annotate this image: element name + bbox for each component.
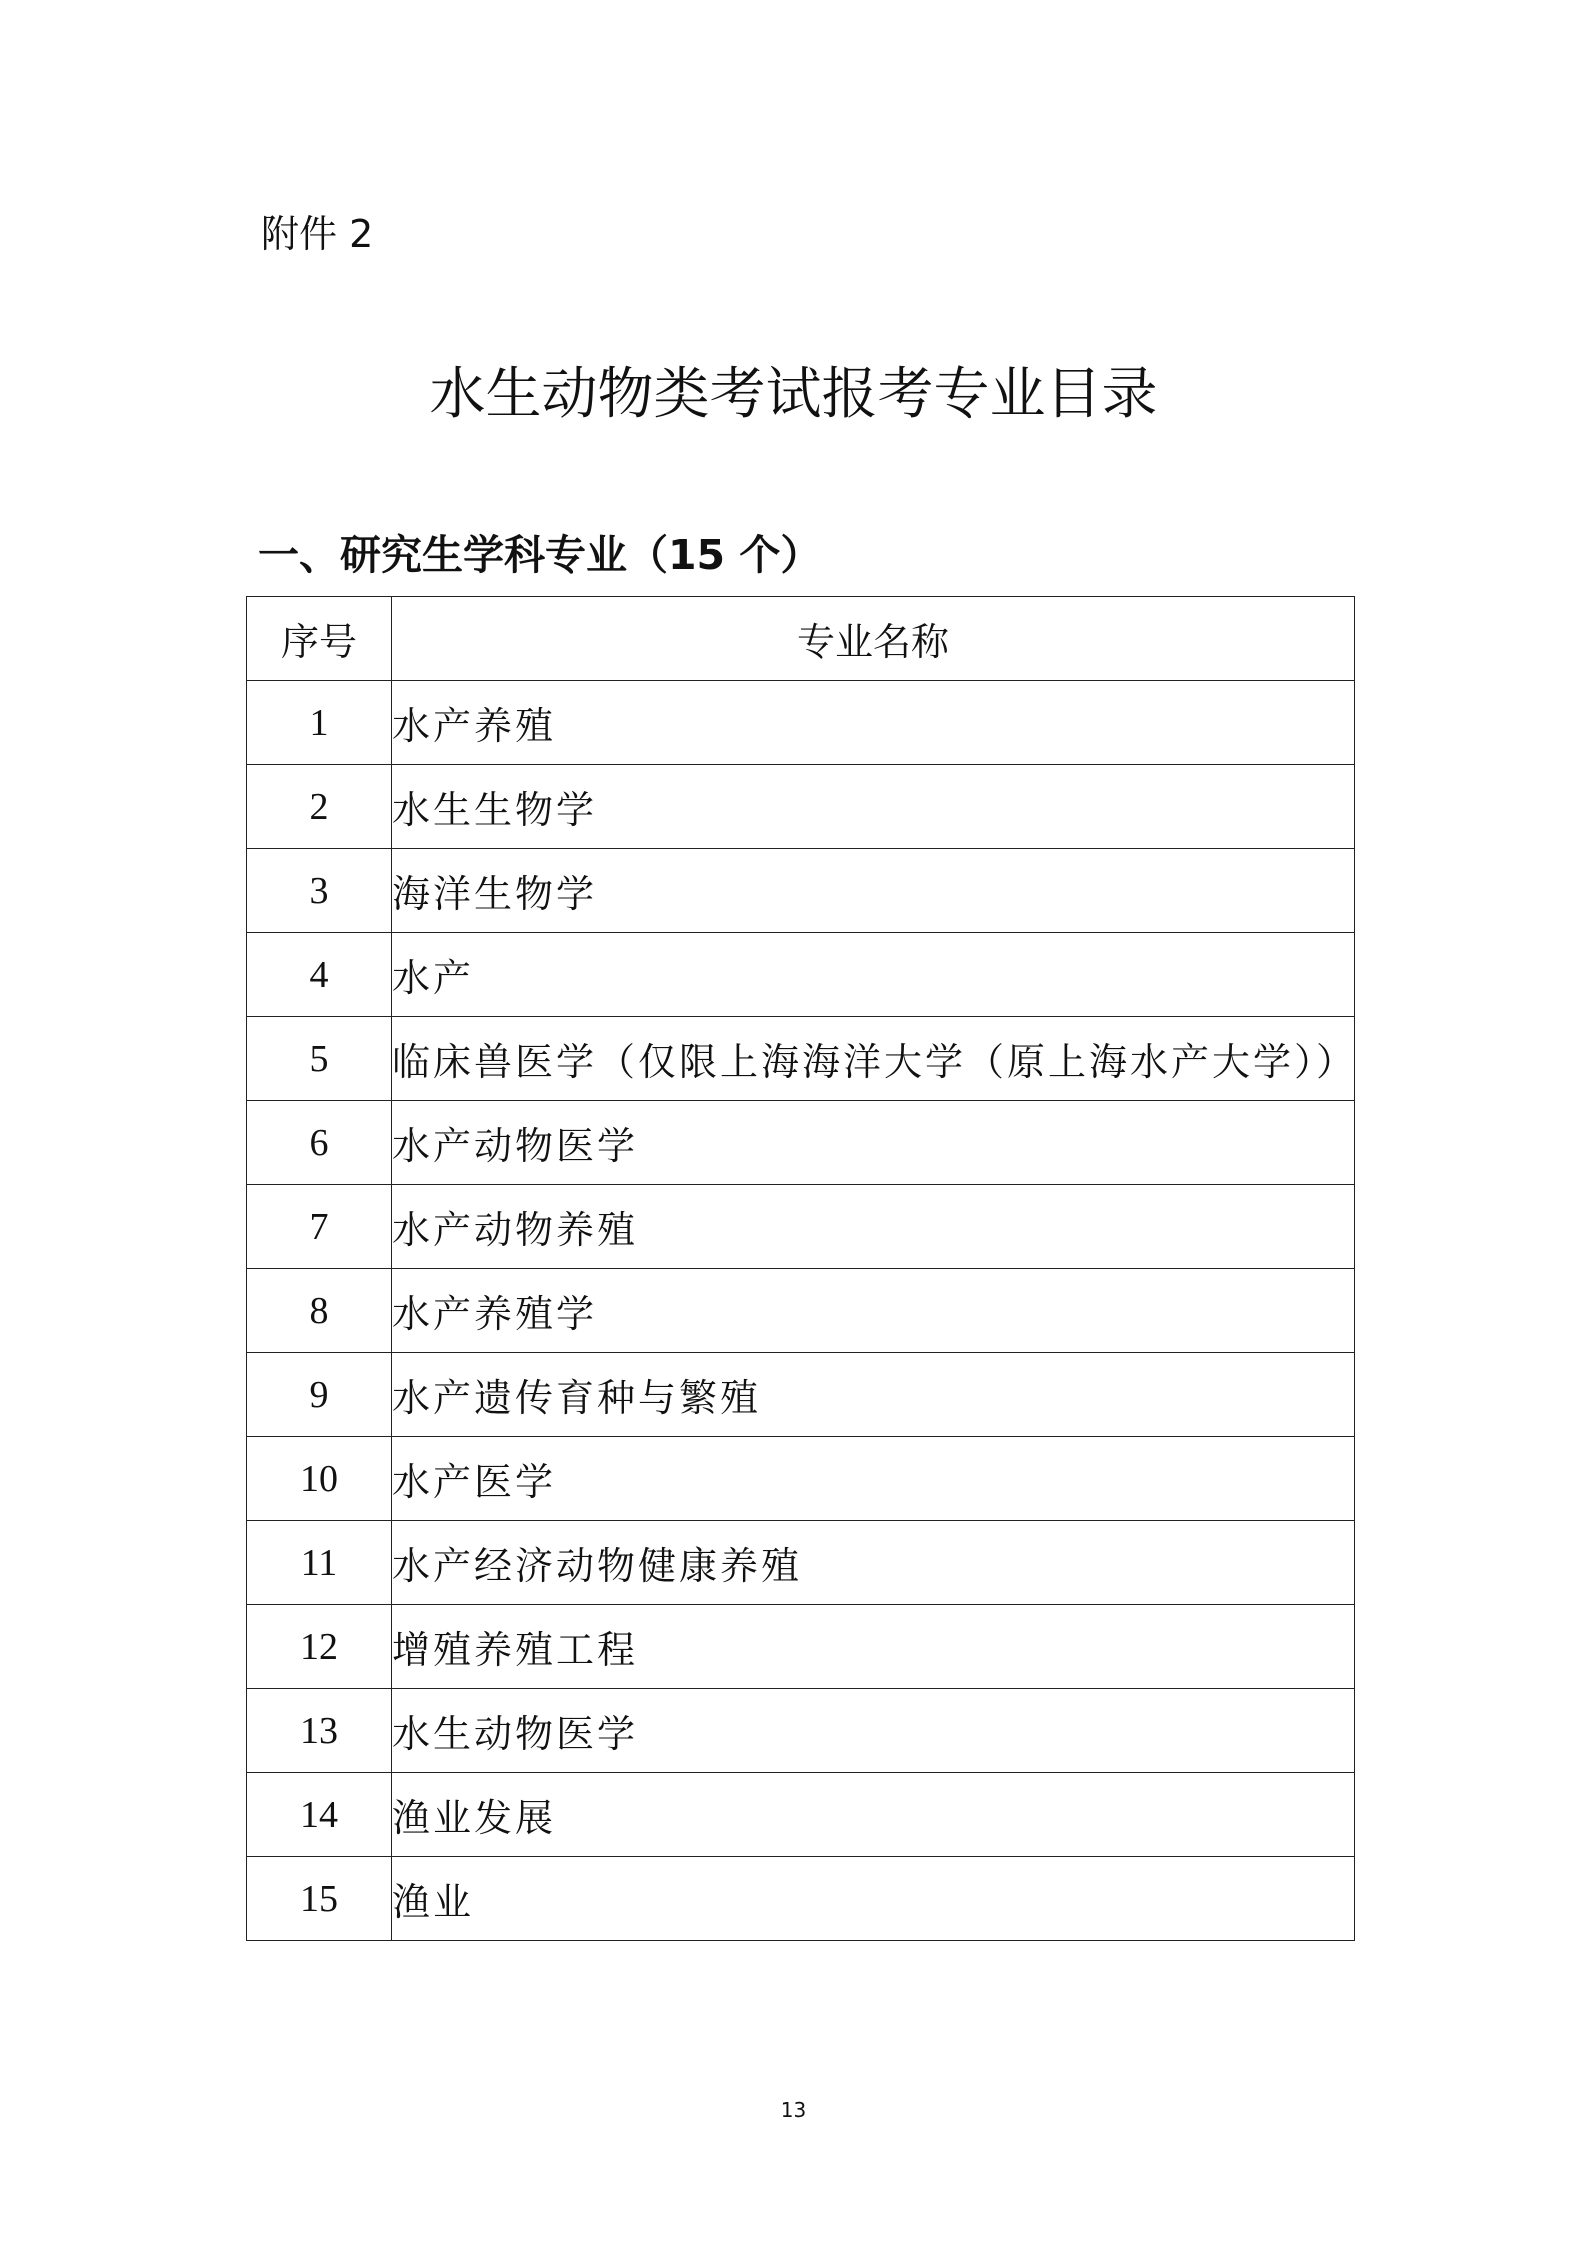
row-number: 15 [247, 1857, 392, 1941]
table-row [247, 1605, 1355, 1689]
row-major-name: 渔业 [392, 1857, 1355, 1941]
row-major-name: 水产遗传育种与繁殖 [392, 1353, 1355, 1437]
table-row [247, 933, 1355, 1017]
table-row [247, 1773, 1355, 1857]
row-major-name: 临床兽医学（仅限上海海洋大学（原上海水产大学）） [392, 1017, 1355, 1101]
document-title: 水生动物类考试报考专业目录 [429, 362, 1158, 427]
table-row [247, 1017, 1355, 1101]
row-number: 2 [247, 765, 392, 849]
row-number: 7 [247, 1185, 392, 1269]
table-row [247, 1521, 1355, 1605]
attachment-label: 附件 2 [261, 212, 374, 256]
row-major-name: 水产 [392, 933, 1355, 1017]
row-major-name: 海洋生物学 [392, 849, 1355, 933]
row-number: 1 [247, 681, 392, 765]
row-major-name: 水生生物学 [392, 765, 1355, 849]
row-major-name: 增殖养殖工程 [392, 1605, 1355, 1689]
row-number: 3 [247, 849, 392, 933]
table-row [247, 681, 1355, 765]
row-major-name: 水产动物养殖 [392, 1185, 1355, 1269]
table-row [247, 1689, 1355, 1773]
table-row [247, 1857, 1355, 1941]
table-row [247, 1437, 1355, 1521]
page-number: 13 [780, 2098, 807, 2122]
table-row [247, 765, 1355, 849]
table-row [247, 1185, 1355, 1269]
table-header-row [247, 597, 1355, 681]
row-major-name: 水产养殖学 [392, 1269, 1355, 1353]
row-major-name: 水产经济动物健康养殖 [392, 1521, 1355, 1605]
row-number: 8 [247, 1269, 392, 1353]
header-number: 序号 [247, 597, 392, 681]
row-major-name: 水产动物医学 [392, 1101, 1355, 1185]
row-number: 5 [247, 1017, 392, 1101]
table-row [247, 1269, 1355, 1353]
row-number: 12 [247, 1605, 392, 1689]
row-major-name: 渔业发展 [392, 1773, 1355, 1857]
row-number: 11 [247, 1521, 392, 1605]
section-heading: 一、研究生学科专业（15 个） [258, 531, 822, 579]
row-number: 10 [247, 1437, 392, 1521]
row-major-name: 水产医学 [392, 1437, 1355, 1521]
row-major-name: 水生动物医学 [392, 1689, 1355, 1773]
row-major-name: 水产养殖 [392, 681, 1355, 765]
table-row [247, 849, 1355, 933]
row-number: 13 [247, 1689, 392, 1773]
table-row [247, 1101, 1355, 1185]
header-major-name: 专业名称 [392, 597, 1355, 681]
row-number: 9 [247, 1353, 392, 1437]
row-number: 6 [247, 1101, 392, 1185]
major-catalog-table [246, 596, 1358, 1941]
table-row [247, 1353, 1355, 1437]
row-number: 4 [247, 933, 392, 1017]
row-number: 14 [247, 1773, 392, 1857]
